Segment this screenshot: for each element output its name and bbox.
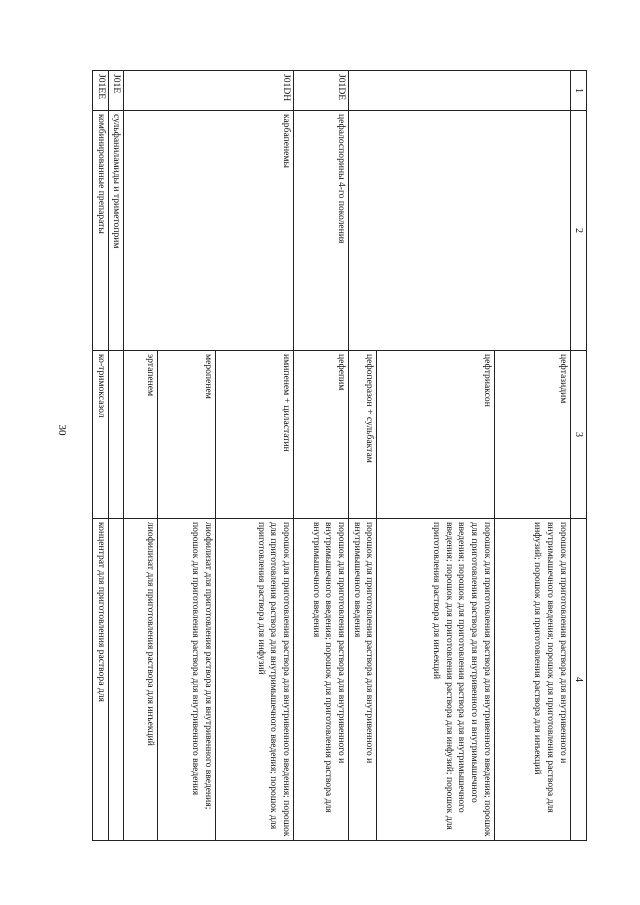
dosage-forms-cell: порошок для приготовления раствора для внутривенного введения; порошок для приготовления раствора для внутривенного и внутримышечного введения; порошок для приготовления раствора для внутримышечного введения; порошок для приготовления раствора для инфузий; порошок для приготовления раствора для инъекций [377,519,494,841]
table-row [293,71,348,841]
rotated-table-frame [92,70,587,840]
page-number: 30 [56,424,68,436]
dosage-forms-cell: порошок для приготовления раствора для внутривенного и внутримышечного введения [348,519,376,841]
drug-table [92,70,587,841]
table-row [215,71,293,841]
table-row [494,71,570,841]
drug-name-cell: цефоперазон + сульбактам [348,351,376,519]
atc-code-cell: J01EE [93,71,109,111]
dosage-forms-cell: порошок для приготовления раствора для внутривенного введения; порошок для приготовления раствора для внутримышечного введения; порошок для приготовления раствора для инфузий [215,519,293,841]
group-cell: цефалоспорины 4-го поколения [293,111,348,351]
table-header-row [570,71,586,841]
drug-name-cell: меропенем [157,351,215,519]
dosage-forms-cell: порошок для приготовления раствора для внутривенного и внутримышечного введения; порошок для приготовления раствора для внутримышечного введения [293,519,348,841]
drug-name-cell: имипенем + циластатин [215,351,293,519]
dosage-forms-cell: порошок для приготовления раствора для внутривенного и внутримышечного введения; порошок для приготовления раствора для инфузий; порошок для приготовления раствора для инъекций [494,519,570,841]
atc-code-cell [348,71,570,111]
drug-name-cell: эртапенем [124,351,157,519]
table-row [108,71,124,841]
drug-name-cell: цефтриаксон [377,351,494,519]
header-cell-4: 4 [570,519,586,841]
dosage-forms-cell [108,519,124,841]
drug-name-cell: цефтазидим [494,351,570,519]
group-cell: карбапенемы [124,111,293,351]
group-cell: сульфаниламиды и триметоприм [108,111,124,351]
drug-name-cell: ко-тримоксазол [93,351,109,519]
dosage-forms-cell: лиофилизат для приготовления раствора для внутривенного введения; порошок для приготовления раствора для внутривенного введения [157,519,215,841]
table-row [93,71,109,841]
drug-name-cell [108,351,124,519]
atc-code-cell: J01DE [293,71,348,111]
header-cell-3: 3 [570,351,586,519]
atc-code-cell: J01DH [124,71,293,111]
header-cell-2: 2 [570,111,586,351]
drug-name-cell: цефепим [293,351,348,519]
group-cell: комбинированные препараты [93,111,109,351]
atc-code-cell: J01E [108,71,124,111]
dosage-forms-cell: лиофилизат для приготовления раствора для инъекций [124,519,157,841]
header-cell-1: 1 [570,71,586,111]
group-cell [348,111,570,351]
dosage-forms-cell: концентрат для приготовления раствора для [93,519,109,841]
